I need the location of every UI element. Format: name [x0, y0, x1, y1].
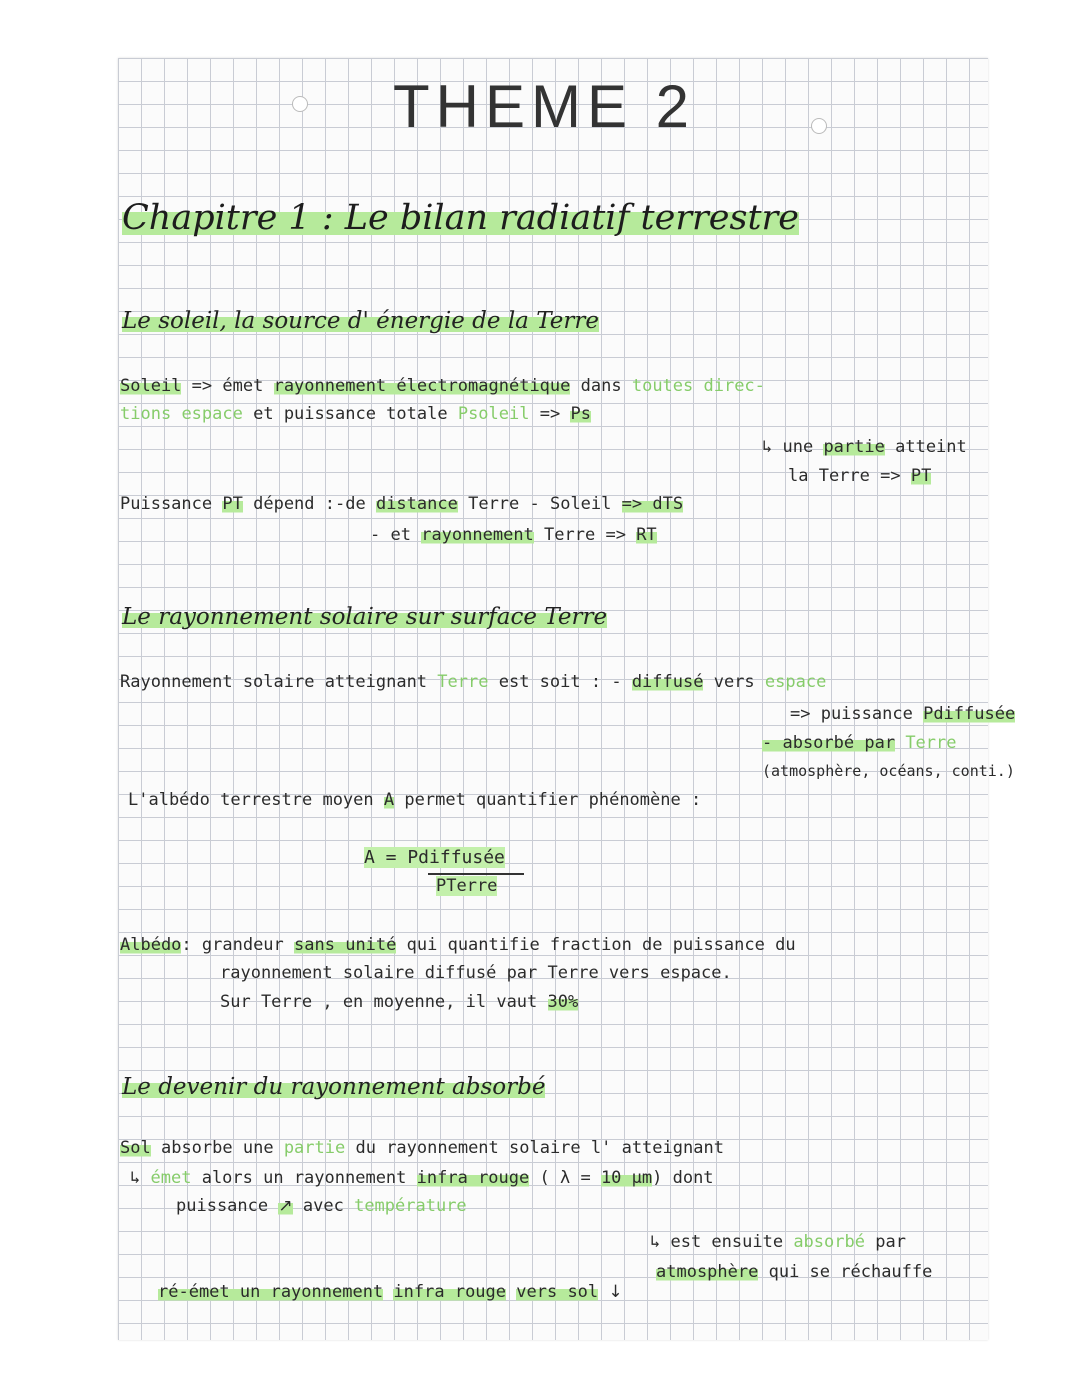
section-heading-sun: Le soleil, la source d' énergie de la Terre: [122, 308, 599, 334]
s3-line-3: puissance ↗ avec température: [176, 1196, 467, 1216]
s1-line-5: Puissance PT dépend :-de distance Terre - Soleil => dTS: [120, 494, 684, 514]
punch-hole-right: [811, 118, 827, 134]
albedo-definition-2: rayonnement solaire diffusé par Terre vers espace.: [220, 963, 732, 983]
s3-line-1: Sol absorbe une partie du rayonnement solaire l' atteignant: [120, 1138, 724, 1158]
section-heading-absorbed-radiation: Le devenir du rayonnement absorbé: [122, 1074, 546, 1100]
s2-line-4: (atmosphère, océans, conti.): [762, 762, 1015, 780]
s3-line-4: ↳ est ensuite absorbé par: [650, 1232, 906, 1252]
s3-line-5: atmosphère qui se réchauffe: [656, 1262, 933, 1282]
section-heading-solar-radiation: Le rayonnement solaire sur surface Terre: [122, 604, 608, 630]
albedo-definition-1: Albédo: grandeur sans unité qui quantifie fraction de puissance du: [120, 935, 796, 955]
s2-line-2: => puissance Pdiffusée: [790, 704, 1016, 724]
fraction-bar: [428, 873, 524, 875]
s3-line-6: ré-émet un rayonnement infra rouge vers sol ↓: [158, 1282, 623, 1302]
s1-line-6: - et rayonnement Terre => RT: [370, 525, 657, 545]
s3-line-2: ↳ émet alors un rayonnement infra rouge ( λ = 10 μm) dont: [130, 1168, 714, 1188]
s2-line-3: - absorbé par Terre: [762, 733, 957, 753]
s2-line-1: Rayonnement solaire atteignant Terre est soit : - diffusé vers espace: [120, 672, 827, 692]
albedo-definition-3: Sur Terre , en moyenne, il vaut 30%: [220, 992, 579, 1012]
chapter-title: Chapitre 1 : Le bilan radiatif terrestre: [122, 198, 799, 238]
punch-hole-left: [292, 96, 308, 112]
s1-line-1: Soleil => émet rayonnement électromagnétique dans toutes direc-: [120, 376, 765, 396]
s2-line-5: L'albédo terrestre moyen A permet quantifier phénomène :: [128, 790, 702, 810]
albedo-formula-numerator: A = Pdiffusée: [364, 847, 505, 868]
s1-line-4: la Terre => PT: [788, 466, 932, 486]
s1-line-3: ↳ une partie atteint: [762, 437, 967, 457]
s1-line-2: tions espace et puissance totale Psoleil => Ps: [120, 404, 591, 424]
page-title: THEME 2: [393, 73, 696, 140]
albedo-formula-denominator: PTerre: [436, 876, 498, 896]
